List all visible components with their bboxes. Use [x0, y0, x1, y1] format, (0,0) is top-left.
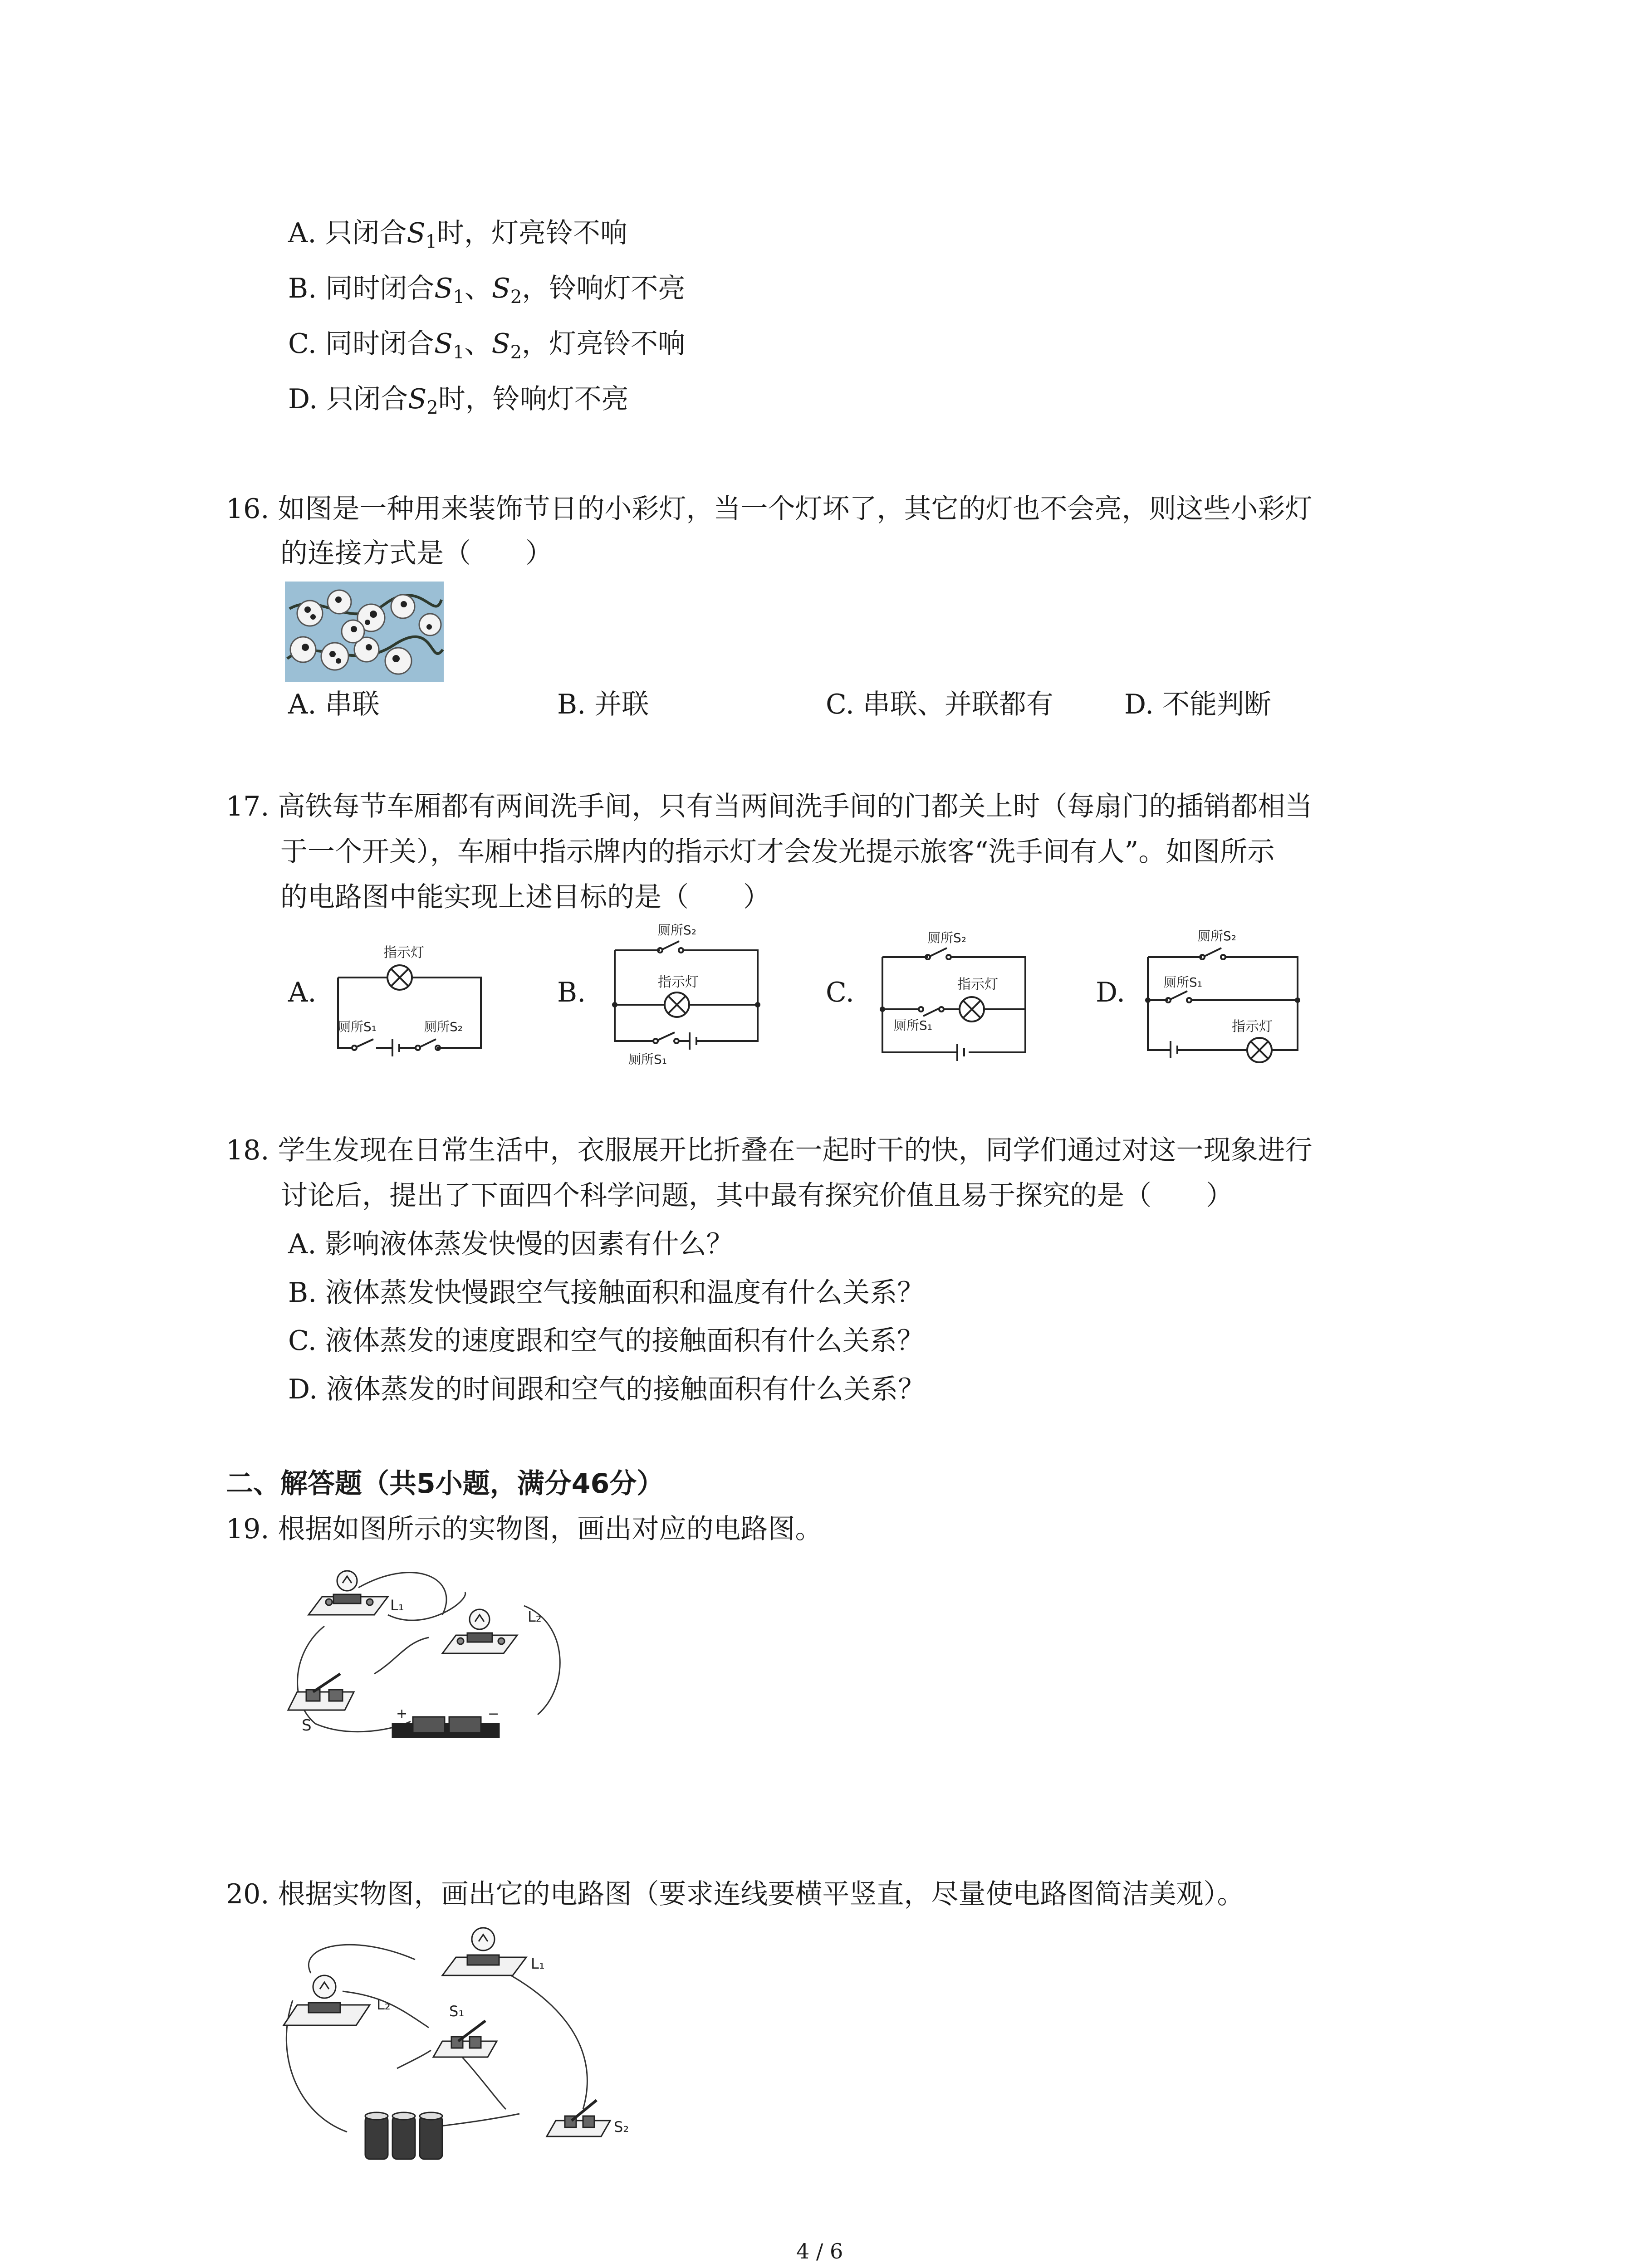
- q17-d-lamp-label: 指示灯: [1232, 1019, 1273, 1035]
- q15-option-d: D. 只闭合$S_2$时，铃响灯不亮: [288, 383, 629, 418]
- q17-b-lamp-label: 指示灯: [658, 974, 699, 990]
- q16-stem-line2: 的连接方式是（ ）: [280, 538, 553, 569]
- q17-a-lamp-label: 指示灯: [383, 945, 424, 961]
- q19-l1-label: L₁: [390, 1597, 404, 1614]
- q15-option-a: A. 只闭合$S_1$时，灯亮铃不响: [288, 217, 628, 252]
- page-number: 4 / 6: [796, 2239, 843, 2263]
- q17-circuit-c: [878, 928, 1032, 1068]
- q17-circuit-d: [1143, 919, 1302, 1073]
- section-heading: 二、解答题（共5小题，满分46分）: [226, 1468, 664, 1500]
- q17-circuit-b: [610, 916, 764, 1070]
- q17-d-s2-label: 厕所S₂: [1198, 929, 1236, 943]
- q19-physical-circuit: [279, 1560, 606, 1751]
- q17-circuit-a: [333, 932, 488, 1064]
- q17-option-b-letter: B.: [557, 977, 586, 1008]
- q19-s-label: S: [302, 1716, 312, 1735]
- q16-option-d: D. 不能判断: [1124, 689, 1272, 720]
- q17-a-s2-label: 厕所S₂: [424, 1019, 463, 1034]
- q17-stem-line1: 17. 高铁每节车厢都有两间洗手间，只有当两间洗手间的门都关上时（每扇门的插销都相当: [226, 791, 1313, 822]
- q17-option-a-letter: A.: [288, 977, 317, 1008]
- q20-s1-label: S₁: [449, 2003, 465, 2020]
- q17-b-s1-label: 厕所S₁: [628, 1052, 667, 1067]
- q17-c-s2-label: 厕所S₂: [928, 930, 966, 945]
- q15-option-c: C. 同时闭合$S_1$、$S_2$，灯亮铃不响: [288, 328, 686, 363]
- q18-option-b: B. 液体蒸发快慢跟空气接触面积和温度有什么关系？: [288, 1277, 925, 1309]
- q16-option-c: C. 串联、并联都有: [826, 689, 1053, 720]
- q17-stem-line3: 的电路图中能实现上述目标的是（ ）: [280, 881, 770, 913]
- q16-lights-photo: [285, 582, 444, 682]
- q17-option-c-letter: C.: [826, 977, 854, 1008]
- q16-option-b: B. 并联: [557, 689, 649, 720]
- q18-option-d: D. 液体蒸发的时间跟和空气的接触面积有什么关系？: [288, 1374, 926, 1405]
- q18-option-a: A. 影响液体蒸发快慢的因素有什么？: [288, 1228, 734, 1260]
- q17-c-s1-label: 厕所S₁: [894, 1018, 932, 1033]
- q20-physical-circuit: [279, 1919, 642, 2173]
- q17-option-d-letter: D.: [1096, 977, 1126, 1008]
- q20-s2-label: S₂: [614, 2118, 629, 2136]
- q17-d-s1-label: 厕所S₁: [1164, 975, 1202, 990]
- q16-stem-line1: 16. 如图是一种用来装饰节日的小彩灯，当一个灯坏了，其它的灯也不会亮，则这些小彩灯: [226, 493, 1313, 525]
- q18-option-c: C. 液体蒸发的速度跟和空气的接触面积有什么关系？: [288, 1325, 924, 1357]
- q20-l1-label: L₁: [531, 1955, 545, 1972]
- q20-stem: 20. 根据实物图，画出它的电路图（要求连线要横平竖直，尽量使电路图简洁美观）。: [226, 1878, 1244, 1910]
- q19-l2-label: L₂: [528, 1608, 542, 1625]
- q19-minus-label: −: [488, 1706, 500, 1722]
- q17-c-lamp-label: 指示灯: [957, 977, 998, 992]
- q19-plus-label: +: [396, 1706, 408, 1722]
- q17-b-s2-label: 厕所S₂: [658, 923, 696, 938]
- q19-stem: 19. 根据如图所示的实物图，画出对应的电路图。: [226, 1513, 823, 1545]
- q15-option-b: B. 同时闭合$S_1$、$S_2$，铃响灯不亮: [288, 273, 686, 308]
- q17-a-s1-label: 厕所S₁: [338, 1019, 377, 1034]
- q17-stem-line2: 于一个开关），车厢中指示牌内的指示灯才会发光提示旅客“洗手间有人”。如图所示: [280, 836, 1275, 868]
- q20-l2-label: L₂: [377, 1996, 391, 2013]
- q18-stem-line1: 18. 学生发现在日常生活中，衣服展开比折叠在一起时干的快，同学们通过对这一现象进行: [226, 1134, 1313, 1166]
- q18-stem-line2: 讨论后，提出了下面四个科学问题，其中最有探究价值且易于探究的是（ ）: [280, 1180, 1233, 1212]
- q16-option-a: A. 串联: [288, 689, 380, 720]
